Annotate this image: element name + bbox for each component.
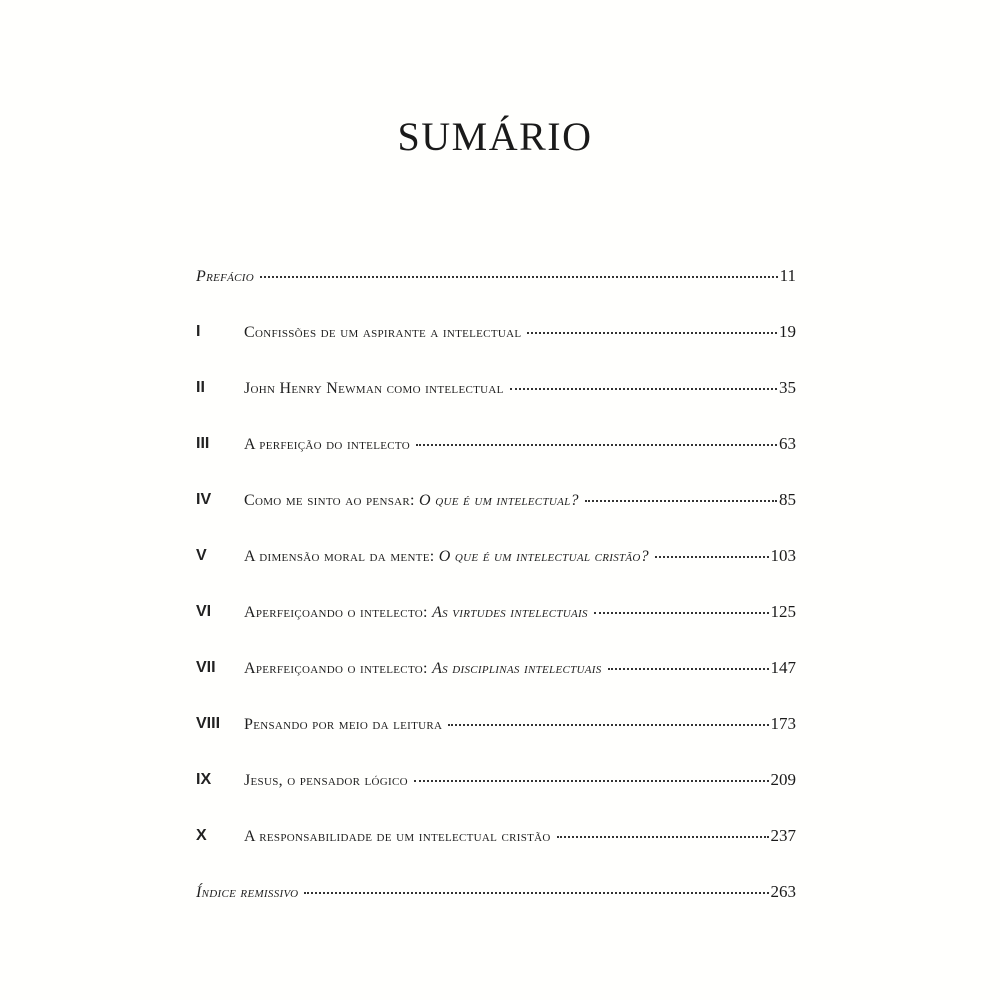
dot-leader [448,724,768,726]
toc-entry-label: A responsabilidade de um intelectual cristão [244,828,551,845]
chapter-number: VIII [196,715,221,732]
dot-leader [527,332,777,334]
chapter-number: IV [196,491,212,508]
toc-page-number: 209 [770,770,796,789]
toc-entry-label: A perfeição do intelecto [244,436,410,453]
toc-entry-chapter-2 [196,360,796,416]
chapter-number: I [196,323,201,340]
dot-leader [260,276,778,278]
toc-page-number: 19 [779,322,796,341]
toc-entry-label: Índice remissivo [196,884,299,901]
toc-page-number: 35 [779,378,796,397]
toc-entry-label: Jesus, o pensador lógico [244,772,408,789]
dot-leader [304,892,768,894]
toc-page-number: 125 [770,602,796,621]
toc-entry-subtitle: O que é um intelectual cristão? [438,548,649,565]
toc-entry-label: John Henry Newman como intelectual [244,380,504,397]
toc-entry-chapter-5 [196,528,796,584]
dot-leader [414,780,769,782]
toc-entry-label: Pensando por meio da leitura [244,716,443,733]
table-of-contents [196,248,796,920]
toc-entry-subtitle: As virtudes intelectuais [432,604,588,621]
dot-leader [608,668,769,670]
toc-entry-prefacio [196,248,796,304]
toc-entry-chapter-7 [196,640,796,696]
dot-leader [655,556,769,558]
toc-entry-label: Aperfeiçoando o intelecto: As disciplinas intelectuais [244,660,602,677]
dot-leader [557,836,769,838]
toc-entry-subtitle: O que é um intelectual? [419,492,579,509]
toc-page-number: 263 [770,882,796,901]
toc-entry-chapter-1 [196,304,796,360]
toc-page-number: 173 [770,714,796,733]
chapter-number: II [196,379,205,396]
toc-entry-chapter-10 [196,808,796,864]
chapter-number: X [196,827,207,844]
toc-page-number: 103 [770,546,796,565]
toc-entry-chapter-6 [196,584,796,640]
toc-page-number: 237 [770,826,796,845]
chapter-number: V [196,547,207,564]
toc-page-number: 85 [779,490,796,509]
dot-leader [594,612,769,614]
toc-entry-indice [196,864,796,920]
toc-page-number: 147 [770,658,796,677]
chapter-number: VI [196,603,212,620]
toc-entry-label: Aperfeiçoando o intelecto: As virtudes intelectuais [244,604,588,621]
dot-leader [510,388,777,390]
toc-entry-chapter-4 [196,472,796,528]
page-title: SUMÁRIO [397,113,593,159]
chapter-number: IX [196,771,212,788]
toc-page-number: 11 [779,266,796,285]
toc-entry-chapter-8 [196,696,796,752]
toc-entry-chapter-9 [196,752,796,808]
chapter-number: VII [196,659,216,676]
toc-entry-label: Prefácio [196,268,254,285]
toc-page-number: 63 [779,434,796,453]
dot-leader [585,500,777,502]
chapter-number: III [196,435,210,452]
toc-entry-label: Confissões de um aspirante a intelectual [244,324,522,341]
toc-entry-label: A dimensão moral da mente: O que é um intelectual cristão? [244,548,649,565]
toc-entry-subtitle: As disciplinas intelectuais [432,660,602,677]
dot-leader [416,444,777,446]
toc-entry-chapter-3 [196,416,796,472]
toc-entry-label: Como me sinto ao pensar: O que é um intelectual? [244,492,579,509]
